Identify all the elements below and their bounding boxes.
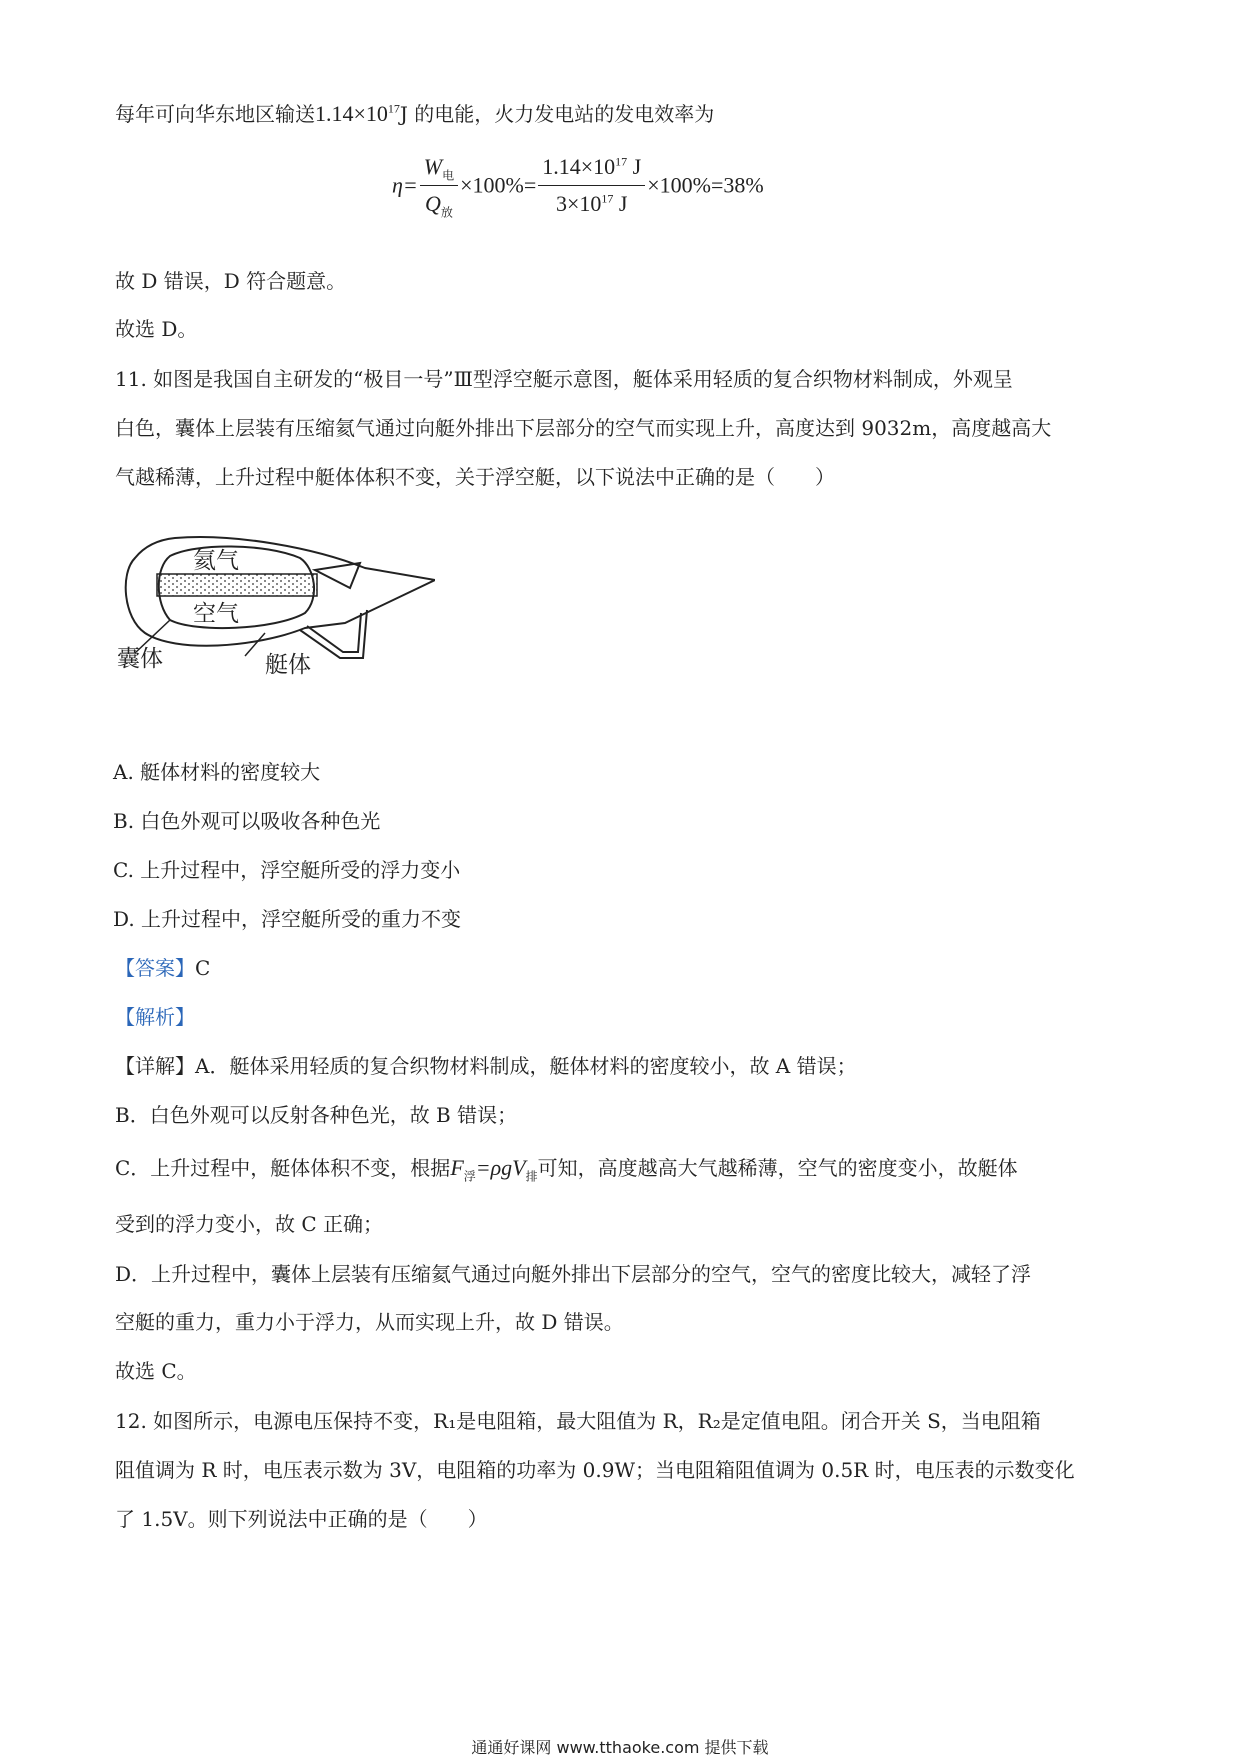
option-c: C. 上升过程中，浮空艇所受的浮力变小 [113,858,461,882]
detail-d2: 空艇的重力，重力小于浮力，从而实现上升，故 D 错误。 [115,1310,624,1334]
q11-line1: 11. 如图是我国自主研发的“极目一号”Ⅲ型浮空艇示意图，艇体采用轻质的复合织物材料制成，外观呈 [115,367,1013,391]
prev-choice: 故选 D。 [115,317,198,341]
tail-fin [315,563,360,588]
q12-line3: 了 1.5V。则下列说法中正确的是（ ） [115,1507,488,1531]
q11-line3: 气越稀薄，上升过程中艇体体积不变，关于浮空艇，以下说法中正确的是（ ） [115,465,835,489]
option-b: B. 白色外观可以吸收各种色光 [113,809,381,833]
buoyancy-formula: $F_浮=\rho gV_排$ [450,1155,538,1184]
q11-line2: 白色，囊体上层装有压缩氦气通过向艇外排出下层部分的空气而实现上升，高度达到 9032m，高度越高大 [115,416,1052,440]
dotted-band [157,574,317,596]
answer-tag: 【答案】 [115,956,195,980]
detail-d1: D．上升过程中，囊体上层装有压缩氦气通过向艇外排出下层部分的空气，空气的密度比较大，减轻了浮 [115,1262,1032,1286]
airship-figure [115,528,435,682]
page-footer: 通通好课网 www.tthaoke.com 提供下载 [471,1738,769,1757]
label-bag: 囊体 [117,646,163,672]
detail-a: 【详解】A．艇体采用轻质的复合织物材料制成，艇体材料的密度较小，故 A 错误； [115,1054,857,1078]
detail-c: C．上升过程中，艇体体积不变，根据$F_浮=\rho gV_排$可知，高度越高大气越稀薄，空气的密度变小，故艇体 [115,1155,1018,1184]
energy-value: $1.14\times 10^{17}$ [315,101,400,126]
efficiency-equation: η= $\frac{W_电}{Q_放}$ ×100%= $\frac{1.14\times 10^{17} J}{3\times 10^{17} J}$ ×100%=38% [392,154,764,220]
option-d: D. 上升过程中，浮空艇所受的重力不变 [113,907,462,931]
prev-line1: 每年可向华东地区输送$1.14\times 10^{17}J$ 的电能，火力发电站的发电效率为 [115,101,715,126]
answer-line [115,955,210,981]
analysis-tag: 【解析】 [115,1005,195,1029]
q11-choice: 故选 C。 [115,1359,197,1383]
label-helium: 氦气 [193,548,239,574]
w-over-q-fraction: $\frac{W_电}{Q_放}$ [420,152,458,219]
answer-value: C [195,956,211,980]
prev-conclusion: 故 D 错误，D 符合题意。 [115,269,347,293]
detail-c2: 受到的浮力变小，故 C 正确； [115,1212,384,1236]
q12-line2: 阻值调为 R 时，电压表示数为 3V，电阻箱的功率为 0.9W；当电阻箱阻值调为 0.5R 时，电压表的示数变化 [115,1458,1075,1482]
option-a: A. 艇体材料的密度较大 [113,760,321,784]
label-hull: 艇体 [265,652,311,678]
q12-line1: 12. 如图所示，电源电压保持不变，R₁是电阻箱，最大阻值为 R，R₂是定值电阻。闭合开关 S，当电阻箱 [115,1409,1041,1433]
label-air: 空气 [193,601,239,627]
energy-fraction: $\frac{1.14\times 10^{17} J}{3\times 10^{17} J}$ [538,152,645,219]
detail-b: B．白色外观可以反射各种色光，故 B 错误； [115,1103,518,1127]
